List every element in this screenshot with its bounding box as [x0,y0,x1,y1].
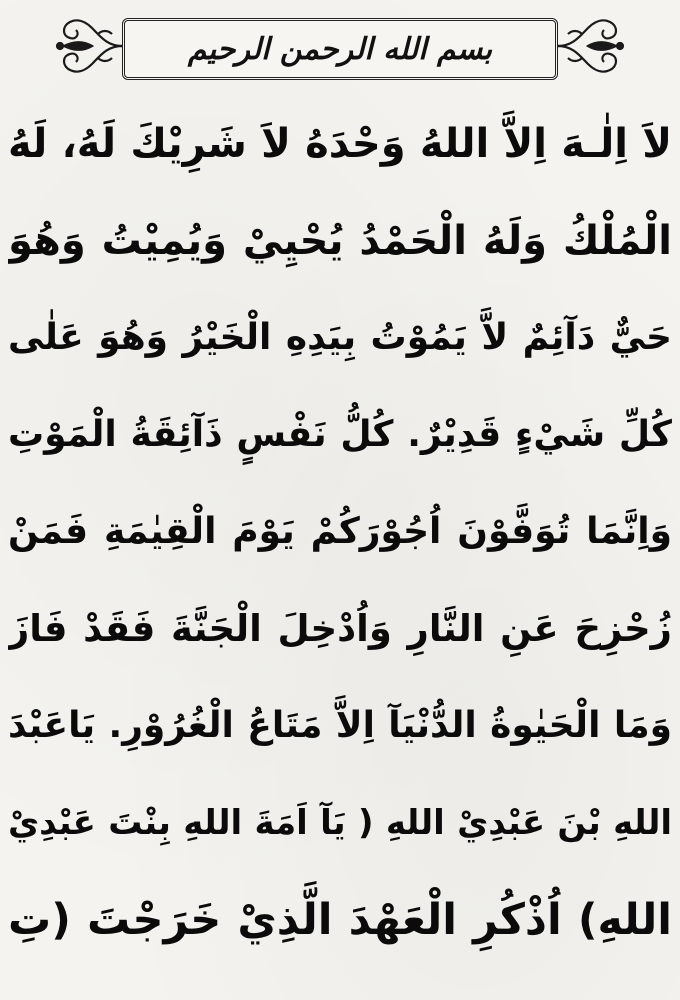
header-title: بسم الله الرحمن الرحيم [187,31,493,67]
text-line [8,289,672,386]
text-line-content: حَيٌّ دَآئِمٌ لاَّ يَمُوْتُ بِيَدِهِ الْخَيْرُ وَهُوَ عَلٰى [8,317,672,358]
text-line [8,871,672,968]
arabic-text-body [8,95,672,995]
text-line [8,192,672,289]
text-line-content: اللهِ بْنَ عَبْدِيْ اللهِ ( يَآ اَمَةَ اللهِ بِنْتَ عَبْدِيْ [8,802,672,843]
floral-ornament-icon [554,10,628,82]
text-line-content: وَاِنَّمَا تُوَفَّوْنَ اُجُوْرَكُمْ يَوْمَ الْقِيٰمَةِ فَمَنْ [8,511,672,552]
floral-ornament-icon [52,10,126,82]
text-line [8,677,672,774]
text-line [8,483,672,580]
text-line [8,774,672,871]
text-line-content: كُلِّ شَيْءٍ قَدِيْرٌ. كُلُّ نَفْسٍ ذَآئِقَةُ الْمَوْتِ [8,414,672,455]
text-line [8,95,672,192]
text-line-content: وَمَا الْحَيٰوةُ الدُّنْيَآ اِلاَّ مَتَاعُ الْغُرُوْرِ. يَاعَبْدَ [8,705,672,746]
text-line-content: الْمُلْكُ وَلَهُ الْحَمْدُ يُحْيِيْ وَيُمِيْتُ وَهُوَ [8,217,672,264]
text-line-content: اللهِ) اُذْكُرِ الْعَهْدَ الَّذِيْ خَرَجْتَ (تِ [8,894,672,945]
text-line [8,580,672,677]
header-banner [52,10,628,82]
text-line [8,386,672,483]
text-line-content: لاَ اِلٰـهَ اِلاَّ اللهُ وَحْدَهُ لاَ شَرِيْكَ لَهُ، لَهُ [8,120,672,167]
text-line-content: زُحْزِحَ عَنِ النَّارِ وَاُدْخِلَ الْجَنَّةَ فَقَدْ فَازَ [8,607,672,650]
